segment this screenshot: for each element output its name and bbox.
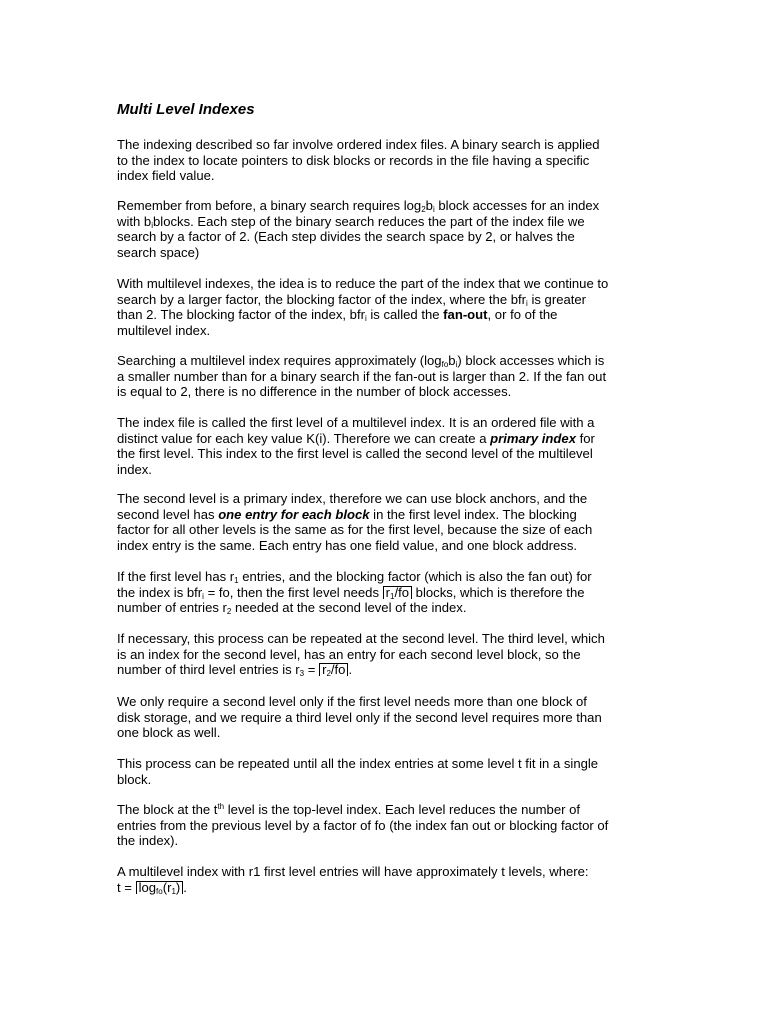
text-line: search space) [117, 244, 200, 260]
paragraph-9 [117, 694, 657, 741]
text-line: the first level. This index to the first level is called the second level of the multilevel [117, 446, 593, 462]
text-line: is equal to 2, there is no difference in the number of block accesses. [117, 384, 512, 400]
text-line: a smaller number than for a binary search if the fan-out is larger than 2. If the fan out [117, 368, 607, 384]
text-line: is an index for the second level, has an entry for each second level block, so the [117, 646, 581, 662]
paragraph-6 [117, 491, 657, 553]
paragraph-8 [117, 631, 657, 678]
text-line: index. [117, 461, 152, 477]
text-line: block. [117, 771, 152, 787]
page-title: Multi Level Indexes [117, 101, 255, 118]
paragraph-4 [117, 353, 657, 400]
text-line: with $b_iblocks$. Each step of the binary search reduces the part of the index file we [117, 213, 585, 230]
text-line: Searching a multilevel index requires approximately $(\log_{fo}b_i)$ block accesses which is [117, 353, 605, 369]
paragraph-12 [117, 864, 657, 895]
text-line: This process can be repeated until all the index entries at some level t fit in a single [117, 756, 599, 771]
paragraph-1 [117, 137, 657, 184]
text-line: to the index to locate pointers to disk blocks or records in the file having a specific [117, 152, 590, 168]
text-line: If the first level has $r_1$ entries, and the blocking factor (which is also the fan out) for [117, 569, 592, 585]
text-line: The second level is a primary index, therefore we can use block anchors, and the [117, 491, 588, 506]
text-line: search by a factor of 2. (Each step divides the search space by 2, or halves the [117, 229, 575, 245]
ceiling-expression: $\log_{fo}(r_1)$ [136, 881, 184, 894]
text-line: The indexing described so far involve ordered index files. A binary search is applied [117, 137, 600, 152]
text-line: distinct value for each key value K(i). Therefore we can create a primary index for [117, 430, 595, 446]
paragraph-10 [117, 756, 657, 787]
text-line: index entry is the same. Each entry has one field value, and one block address. [117, 537, 578, 553]
text-line: A multilevel index with r1 first level entries will have approximately t levels, where: [117, 864, 589, 879]
paragraph-11 [117, 802, 657, 849]
text-line: If necessary, this process can be repeated at the second level. The third level, which [117, 631, 605, 646]
text-line: second level has one entry for each block in the first level index. The blocking [117, 506, 577, 522]
text-line: With multilevel indexes, the idea is to reduce the part of the index that we continue to [117, 276, 609, 291]
text-line: disk storage, and we require a third level only if the second level requires more than [117, 709, 602, 725]
text-line: The block at the $t^{th}$ level is the top-level index. Each level reduces the number of [117, 802, 581, 817]
one-entry-term: one entry for each block [218, 506, 370, 522]
text-line: multilevel index. [117, 322, 211, 338]
text-line: search by a larger factor, the blocking factor of the index, where the bfr$_i$ is greater [117, 291, 587, 308]
text-line: the index). [117, 833, 179, 849]
text-line: The index file is called the first level of a multilevel index. It is an ordered file with a [117, 415, 595, 430]
ceiling-expression: $r_2/fo$ [319, 663, 348, 676]
primary-index-term: primary index [490, 430, 576, 446]
paragraph-2 [117, 198, 657, 260]
paragraph-7 [117, 569, 657, 616]
text-line: Remember from before, a binary search requires $\log_2b_i$ block accesses for an index [117, 198, 600, 214]
text-line: number of third level entries is $r_3 = r_2/fo$ . [117, 662, 353, 679]
text-line: index field value. [117, 168, 215, 184]
text-line: one block as well. [117, 725, 221, 741]
text-line: than 2. The blocking factor of the index, bfr$_i$ is called the fan-out, or fo of the [117, 307, 558, 324]
paragraph-3 [117, 276, 657, 338]
text-line: the index is bfr$_i$ = fo, then the first level needs $r_1/fo$ blocks, which is therefore the [117, 584, 585, 601]
paragraph-5 [117, 415, 657, 477]
ceiling-expression: $r_1/fo$ [383, 586, 412, 599]
text-line: number of entries $r_2$ needed at the second level of the index. [117, 600, 467, 617]
text-line: We only require a second level only if the first level needs more than one block of [117, 694, 587, 709]
text-line: entries from the previous level by a factor of fo (the index fan out or blocking factor of [117, 817, 609, 833]
fan-out-term: fan-out [443, 307, 488, 323]
text-line: $t = \log_{fo}(r_1)$ . [117, 879, 187, 896]
text-line: factor for all other levels is the same as for the first level, because the size of each [117, 522, 593, 538]
